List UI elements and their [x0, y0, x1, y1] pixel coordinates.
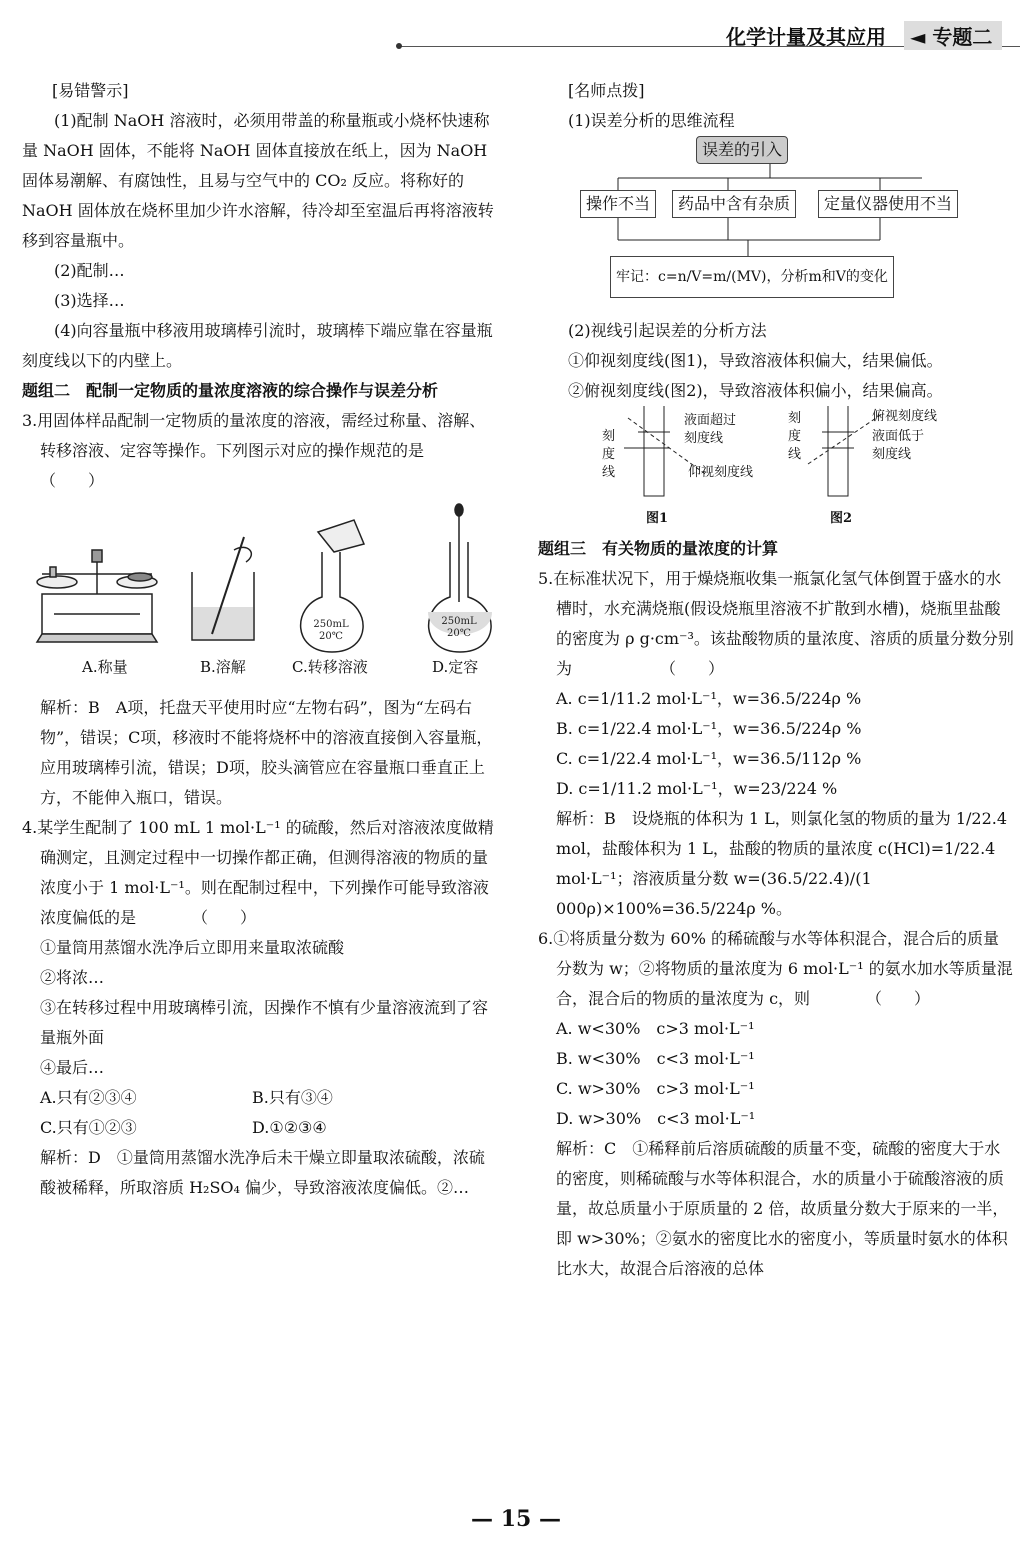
- fig2-label-2: 液面低于: [872, 429, 925, 444]
- tip2-title: [名师点拨]: [568, 81, 645, 100]
- figure-2: [788, 406, 937, 526]
- q4-answer: 解析：D ①量筒用蒸馏水洗净后未干燥立即量取浓硫酸，浓硫酸被稀释，所取溶质 H₂SO₄ 偏少，导致溶液浓度偏低。②…: [40, 1148, 485, 1197]
- sight-2: ②俯视刻度线(图2)，导致溶液体积偏小，结果偏高。: [568, 381, 943, 400]
- page-header: [0, 18, 1032, 58]
- q6-option-c: C. w>30% c>3 mol·L⁻¹: [556, 1079, 755, 1098]
- balance-drawing: [37, 550, 157, 642]
- q6-option-b: B. w<30% c<3 mol·L⁻¹: [556, 1049, 755, 1068]
- figure-1: [602, 406, 753, 526]
- sight-1: ①仰视刻度线(图1)，导致溶液体积偏大，结果偏低。: [568, 351, 943, 370]
- q4-options-cd: [22, 1113, 500, 1143]
- right-column: [538, 76, 1014, 1284]
- q4-option-a: A.只有②③④: [40, 1088, 137, 1107]
- flask-d-temp: 20℃: [447, 628, 471, 639]
- fig2-caption: 图2: [830, 511, 853, 526]
- page-number: — 15 —: [471, 1506, 561, 1532]
- fig2-label-3: 刻度线: [872, 447, 912, 462]
- group3-title: 题组三 有关物质的量浓度的计算: [538, 539, 779, 558]
- q6-option-d: D. w>30% c<3 mol·L⁻¹: [556, 1109, 756, 1128]
- question-5: 5.在标准状况下，用于燥烧瓶收集一瓶氯化氢气体倒置于盛水的水槽时，水充满烧瓶(假设烧瓶里溶液不扩散到水槽)，烧瓶里盐酸的密度为 ρ g·cm⁻³。该盐酸物质的量浓度、溶质的质量分数分别为 （ ）: [538, 569, 1014, 678]
- flow-diagram: [580, 136, 960, 316]
- q3-label-b: B.溶解: [200, 658, 246, 676]
- q5-option-b: B. c=1/22.4 mol·L⁻¹，w=36.5/224ρ %: [556, 719, 862, 738]
- flask-pour-drawing: [301, 520, 364, 652]
- q4-item-1: ①量筒用蒸馏水洗净后立即用来量取浓硫酸: [40, 938, 345, 957]
- flow-box-impurity: 药品中含有杂质: [672, 190, 796, 218]
- q5-answer: 解析：B 设烧瓶的体积为 1 L，则氯化氢的物质的量为 1/22.4 mol，盐酸体积为 1 L，盐酸的物质的量浓度 c(HCl)=1/22.4 mol·L⁻¹；溶液质量分数 w=(36.5/22.4)/(1 000ρ)×100%=36.5/224ρ %。: [556, 809, 1008, 918]
- tip-4: (4)向容量瓶中移液用玻璃棒引流时，玻璃棒下端应靠在容量瓶刻度线以下的内壁上。: [22, 321, 493, 370]
- q4-option-c: C.只有①②③: [40, 1118, 137, 1137]
- q3-label-c: C.转移溶液: [292, 658, 368, 676]
- q5-option-d: D. c=1/11.2 mol·L⁻¹，w=23/224 %: [556, 779, 838, 798]
- flow-box-operation: 操作不当: [580, 190, 656, 218]
- flask-dropper-drawing: [428, 504, 492, 652]
- sight-title: (2)视线引起误差的分析方法: [568, 321, 767, 340]
- tip-title: [易错警示]: [52, 81, 129, 100]
- q4-options-ab: [22, 1083, 500, 1113]
- left-column: [22, 76, 601, 1203]
- flow-bottom-box: 牢记：c=n/V=m/(MV)，分析m和V的变化: [610, 256, 894, 298]
- flask-d-volume: 250mL: [441, 616, 477, 627]
- flask-c-volume: 250mL: [313, 619, 349, 630]
- tip-2: (2)配制…: [54, 261, 125, 280]
- fig1-label-3: 仰视刻度线: [688, 465, 754, 480]
- q6-answer: 解析：C ①稀释前后溶质硫酸的质量不变，硫酸的密度大于水的密度，则稀硫酸与水等体积混合，水的质量小于硫酸溶液的质量，故总质量小于原质量的 2 倍，故质量分数大于原来的一半，即 w>30%；②氨水的密度比水的密度小，等质量时氨水的体积比水大，故混合后溶液的总体: [556, 1139, 1009, 1278]
- fig1-scale-1: 刻: [602, 429, 616, 444]
- beaker-drawing: [192, 537, 254, 640]
- fig1-caption: 图1: [646, 511, 669, 526]
- page-number-value: 15: [500, 1506, 532, 1532]
- q5-option-a: A. c=1/11.2 mol·L⁻¹，w=36.5/224ρ %: [556, 689, 862, 708]
- flask-c-temp: 20℃: [319, 631, 343, 642]
- fig1-label-1: 液面超过: [684, 413, 737, 428]
- fig1-label-2: 刻度线: [684, 431, 724, 446]
- header-dot: [396, 43, 402, 49]
- flow-title: (1)误差分析的思维流程: [568, 111, 735, 130]
- flow-top-box: 误差的引入: [696, 136, 788, 164]
- header-badge: ◄ 专题二: [904, 21, 1002, 50]
- q5-option-c: C. c=1/22.4 mol·L⁻¹，w=36.5/112ρ %: [556, 749, 862, 768]
- tip-1: (1)配制 NaOH 溶液时，必须用带盖的称量瓶或小烧杯快速称量 NaOH 固体，不能将 NaOH 固体直接放在纸上，因为 NaOH 固体易潮解、有腐蚀性，且易与空气中的 CO₂ 反应。将称好的 NaOH 固体放在烧杯里加少许水溶解，待冷却至室温后再将溶液转移到容量瓶中。: [22, 111, 494, 250]
- question-3: 3.用固体样品配制一定物质的量浓度的溶液，需经过称量、溶解、转移溶液、定容等操作。下列图示对应的操作规范的是 （ ）: [22, 411, 601, 490]
- fig2-scale-2: 度: [788, 429, 802, 444]
- fig1-scale-3: 线: [602, 465, 616, 480]
- q3-answer: 解析：B A项，托盘天平使用时应“左物右码”，图为“左码右物”，错误；C项，移液时不能将烧杯中的溶液直接倒入容量瓶，应用玻璃棒引流，错误；D项，胶头滴管应在容量瓶口垂直正上方，不能伸入瓶口，错误。: [40, 698, 493, 807]
- q4-option-d: D.①②③④: [252, 1118, 327, 1137]
- q4-item-3: ③在转移过程中用玻璃棒引流，因操作不慎有少量溶液流到了容量瓶外面: [40, 998, 489, 1047]
- q4-option-b: B.只有③④: [252, 1088, 333, 1107]
- fig2-scale-3: 线: [788, 447, 802, 462]
- q6-option-a: A. w<30% c>3 mol·L⁻¹: [556, 1019, 755, 1038]
- q3-figure: [22, 502, 500, 687]
- question-6: 6.①将质量分数为 60% 的稀硫酸与水等体积混合，混合后的质量分数为 w；②将物质的量浓度为 6 mol·L⁻¹ 的氨水加水等质量混合，混合后的物质的量浓度为 c，则 （ ）: [538, 929, 1013, 1008]
- fig2-label-1: 俯视刻度线: [872, 409, 938, 424]
- question-4: 4.某学生配制了 100 mL 1 mol·L⁻¹ 的硫酸，然后对溶液浓度做精确测定，且测定过程中一切操作都正确，但测得溶液的物质的量浓度小于 1 mol·L⁻¹。则在配制过程中，下列操作可能导致溶液浓度偏低的是 （ ）: [22, 818, 494, 927]
- flow-box-instrument: 定量仪器使用不当: [818, 190, 958, 218]
- q4-item-2: ②将浓…: [40, 968, 105, 987]
- q3-label-d: D.定容: [432, 658, 479, 676]
- q3-label-a: A.称量: [82, 658, 128, 676]
- q4-item-4: ④最后…: [40, 1058, 105, 1077]
- header-title: 化学计量及其应用: [726, 25, 886, 49]
- tip-3: (3)选择…: [54, 291, 125, 310]
- group2-title: 题组二 配制一定物质的量浓度溶液的综合操作与误差分析: [22, 381, 439, 400]
- sight-figure: [538, 406, 1014, 534]
- fig2-scale-1: 刻: [788, 411, 802, 426]
- fig1-scale-2: 度: [602, 447, 616, 462]
